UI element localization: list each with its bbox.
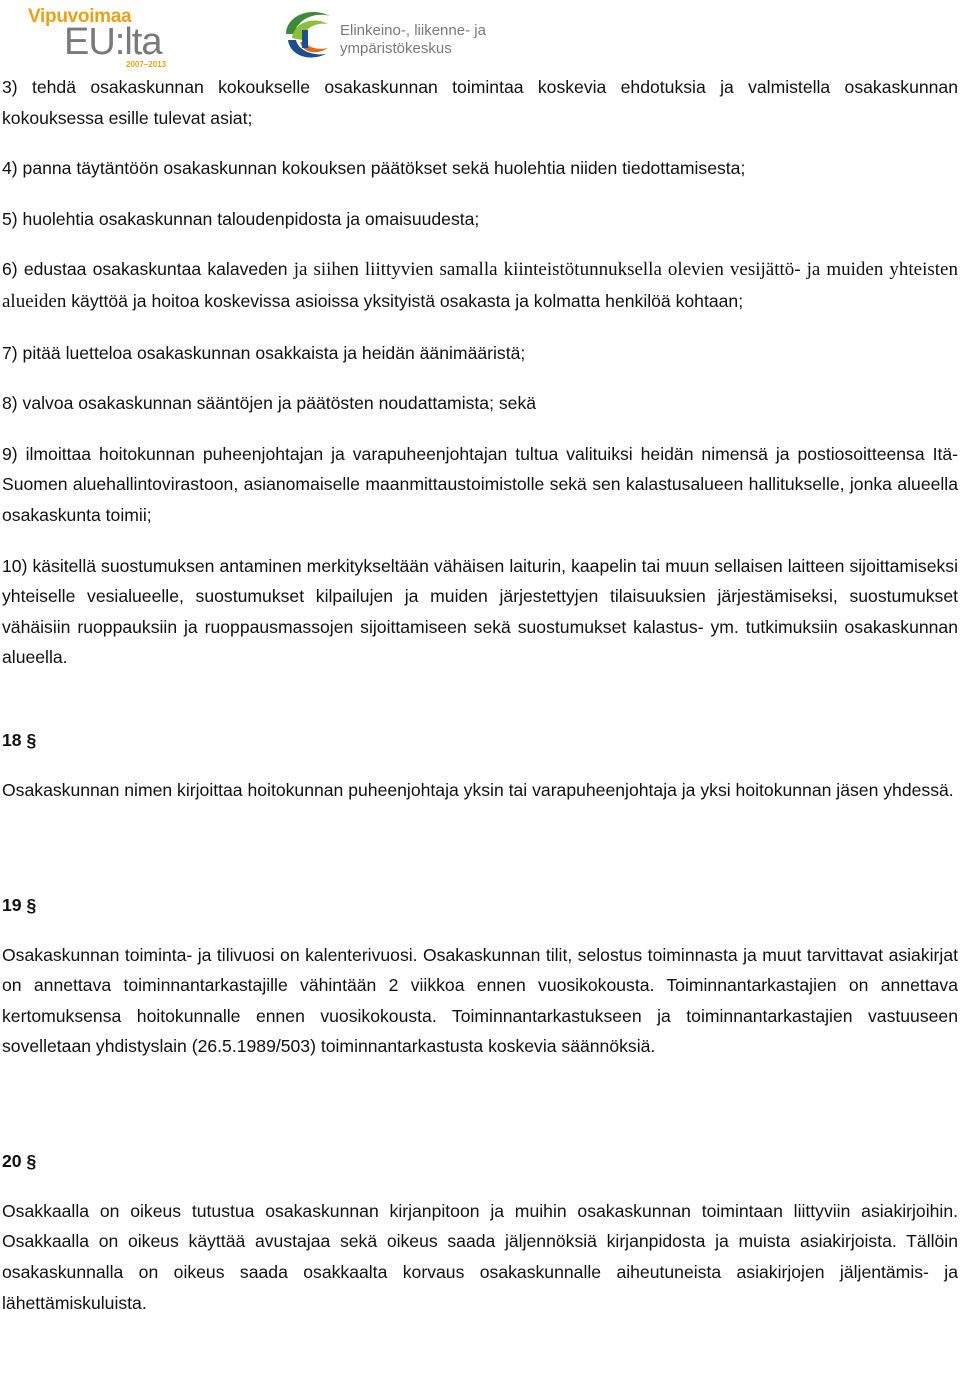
ely-logo-line1: Elinkeino-, liikenne- ja xyxy=(340,22,486,39)
eu-logo-wordmark: EU:lta xyxy=(64,21,162,63)
section-18-text: Osakaskunnan nimen kirjoittaa hoitokunnan puheenjohtaja yksin tai varapuheenjohtaja ja yksi hoitokunnan jäsen yhdessä. xyxy=(2,779,954,800)
ely-logo-line2: ympäristökeskus xyxy=(340,40,452,57)
list-item-7: 7) pitää luetteloa osakaskunnan osakkaista ja heidän äänimääristä; xyxy=(2,342,526,363)
page-header xyxy=(0,0,960,70)
list-item-5: 5) huolehtia osakaskunnan taloudenpidosta ja omaisuudesta; xyxy=(2,208,480,229)
list-item-6-part-c: käyttöä ja hoitoa koskevissa asioissa yksityistä osakasta ja kolmatta henkilöä kohtaan; xyxy=(66,290,744,311)
list-item-10: 10) käsitellä suostumuksen antaminen merkitykseltään vähäisen laiturin, kaapelin tai muun sellaisen laitteen sijoittamiseksi yhteiselle vesialueelle, suostumukset kilpailujen ja muiden järjestettyjen tilaisuuksien järjestämiseksi, suostumukset vähäisiin ruoppauksiin ja ruoppausmassojen sijoittamiseen sekä suostumukset kalastus- ym. tutkimuksiin osakaskunnan alueella. xyxy=(2,555,958,668)
ely-logo xyxy=(280,4,520,66)
list-item-3: 3) tehdä osakaskunnan kokoukselle osakaskunnan toimintaa koskevia ehdotuksia ja valmistella osakaskunnan kokouksessa esille tulevat asiat; xyxy=(2,77,958,128)
section-20-text: Osakkaalla on oikeus tutustua osakaskunnan kirjanpitoon ja muihin osakaskunnan toimintaan liittyviin asiakirjoihin. Osakkaalla on oikeus käyttää avustajaa sekä oikeus saada jäljennöksiä kirjanpidosta ja muista asiakirjoista. Tällöin osakaskunnalla on oikeus saada osakkaalta korvaus osakaskunnalle aiheutuneista asiakirjojen jäljentämis- ja lähettämiskuluista. xyxy=(2,1200,958,1313)
section-19-heading: 19 § xyxy=(2,894,37,915)
section-20-heading: 20 § xyxy=(2,1150,37,1171)
section-19-text: Osakaskunnan toiminta- ja tilivuosi on kalenterivuosi. Osakaskunnan tilit, selostus toiminnasta ja muut tarvittavat asiakirjat on annettava toiminnantarkastajille vähintään 2 viikkoa ennen vuosikokousta. Toiminnantarkastajien on annettava kertomuksensa hoitokunnalle ennen vuosikokousta. Toiminnantarkastukseen ja toiminnantarkastajien vastuuseen sovelletaan yhdistyslain (26.5.1989/503) toiminnantarkastusta koskevia säännöksiä. xyxy=(2,944,958,1057)
list-item-8: 8) valvoa osakaskunnan sääntöjen ja päätösten noudattamista; sekä xyxy=(2,393,537,414)
list-item-6 xyxy=(2,254,958,317)
list-item-4: 4) panna täytäntöön osakaskunnan kokouksen päätökset sekä huolehtia niiden tiedottamisesta; xyxy=(2,158,746,179)
list-item-6-part-a: 6) edustaa osakaskuntaa kalaveden xyxy=(2,259,294,280)
document-body xyxy=(2,72,958,1338)
list-item-9: 9) ilmoittaa hoitokunnan puheenjohtajan ja varapuheenjohtajan tultua valituiksi heidän nimensä ja postiosoitteensa Itä-Suomen aluehallintovirastoon, asianomaiselle maanmittaustoimistolle sekä sen kalastusalueen hallitukselle, jonka alueella osakaskunta toimii; xyxy=(2,443,958,525)
ely-emblem-icon xyxy=(280,4,336,64)
eu-logo-years: 2007–2013 xyxy=(126,60,167,69)
eu-logo-tagline: Vipuvoimaa xyxy=(28,6,132,27)
list-item-6-part-b: ja siihen liittyvien samalla kiinteistötunnuksella olevien vesijättö- ja muiden yhteisten alueiden xyxy=(2,259,958,312)
eu-logo xyxy=(26,6,176,69)
section-18-heading: 18 § xyxy=(2,729,37,750)
